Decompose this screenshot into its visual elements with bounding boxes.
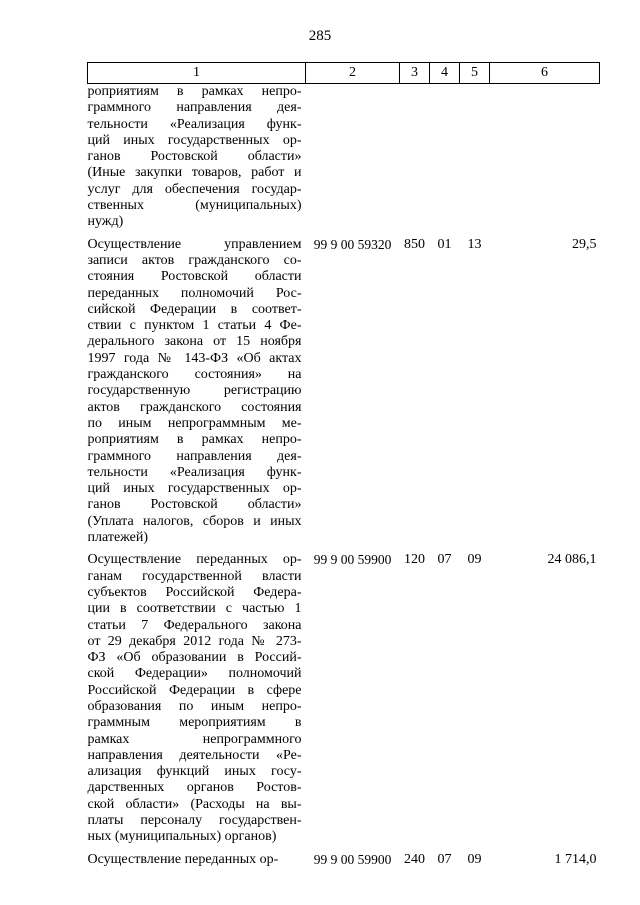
description-line: Осуществление переданных ор-: [87, 851, 279, 867]
description-line: граммным мероприятиям в: [87, 715, 302, 731]
row-expense-type: 120: [404, 552, 425, 568]
table-row: [88, 552, 600, 845]
row-section: [430, 84, 460, 231]
description-line: ской области» (Расходы на вы-: [87, 796, 302, 812]
description-line: платежей): [87, 530, 149, 546]
description-line: ской Федерации» полномочий: [87, 666, 302, 682]
description-line: ализация функций иных госу-: [87, 764, 302, 780]
description-line: переданных полномочий Рос-: [87, 285, 302, 301]
budget-table: [87, 62, 600, 868]
header-row: [88, 63, 600, 84]
description-line: образования по иным непро-: [87, 698, 302, 714]
description-line: (Иные закупки товаров, работ и: [87, 165, 302, 181]
row-description: [88, 237, 306, 547]
table-row: [88, 84, 600, 231]
description-line: статьи 7 Федерального закона: [87, 617, 302, 633]
description-line: роприятиям в рамках непро-: [87, 432, 302, 448]
description-line: дерального закона от 15 ноября: [87, 334, 302, 350]
description-line: ганов Ростовской области»: [87, 149, 302, 165]
header-col-2: 2: [306, 63, 400, 84]
description-line: тельности «Реализация функ-: [87, 464, 302, 480]
description-line: рамках непрограммного: [87, 731, 302, 747]
table-header: [88, 63, 600, 84]
description-line: нужд): [87, 214, 124, 230]
row-description: [88, 552, 306, 845]
description-line: Российской Федерации в сфере: [87, 682, 302, 698]
description-line: 1997 года № 143-ФЗ «Об актах: [87, 350, 302, 366]
row-amount: 1 714,0: [554, 851, 597, 867]
description-line: граммного направления дея-: [87, 448, 302, 464]
description-line: государственную регистрацию: [87, 383, 302, 399]
description-line: сийской Федерации в соответ-: [87, 301, 302, 317]
table-row: [88, 852, 600, 868]
description-line: от 29 декабря 2012 года № 273-: [87, 633, 302, 649]
row-expense-type: [400, 84, 430, 231]
row-target-code: 99 9 00 59900: [313, 851, 392, 867]
description-line: ганам государственной власти: [87, 568, 302, 584]
description-line: записи актов гражданского со-: [87, 252, 302, 268]
description-line: актов гражданского состояния: [87, 399, 302, 415]
row-expense-type: 850: [404, 236, 425, 252]
row-description: [88, 84, 306, 231]
row-amount: [490, 84, 600, 231]
row-section: 01: [437, 236, 452, 252]
description-line: Осуществление управлением: [87, 236, 302, 252]
description-line: ганов Ростовской области»: [87, 497, 302, 513]
header-col-1: 1: [88, 63, 306, 84]
row-description: [88, 852, 306, 868]
row-target-code: [306, 84, 400, 231]
row-amount: 29,5: [572, 236, 597, 252]
description-line: ФЗ «Об образовании в Россий-: [87, 650, 302, 666]
description-line: роприятиям в рамках непро-: [87, 84, 302, 99]
row-subsection: [460, 84, 490, 231]
row-subsection: 13: [467, 236, 482, 252]
description-line: гражданского состояния» на: [87, 367, 302, 383]
description-line: ных (муниципальных) органов): [87, 829, 277, 845]
description-line: субъектов Российской Федера-: [87, 584, 302, 600]
row-section: 07: [437, 851, 452, 867]
description-line: тельности «Реализация функ-: [87, 116, 302, 132]
row-subsection: 09: [467, 851, 482, 867]
table-row: [88, 237, 600, 547]
row-target-code: 99 9 00 59320: [313, 236, 392, 252]
table-body: [88, 84, 600, 868]
description-line: ствии с пунктом 1 статьи 4 Фе-: [87, 318, 302, 334]
header-col-3: 3: [400, 63, 430, 84]
description-line: по иным непрограммным ме-: [87, 415, 302, 431]
row-target-code: 99 9 00 59900: [313, 552, 392, 568]
description-line: ций иных государственных ор-: [87, 481, 302, 497]
description-line: дарственных органов Ростов-: [87, 780, 302, 796]
row-subsection: 09: [467, 552, 482, 568]
page-number: 285: [308, 28, 332, 44]
header-col-4: 4: [430, 63, 460, 84]
description-line: ции в соответствии с частью 1: [87, 601, 302, 617]
description-line: стояния Ростовской области: [87, 269, 302, 285]
description-line: Осуществление переданных ор-: [87, 552, 302, 568]
description-line: ций иных государственных ор-: [87, 132, 302, 148]
description-line: (Уплата налогов, сборов и иных: [87, 513, 302, 529]
header-col-5: 5: [460, 63, 490, 84]
description-line: направления деятельности «Ре-: [87, 747, 302, 763]
header-col-6: 6: [490, 63, 600, 84]
row-expense-type: 240: [404, 851, 425, 867]
description-line: ственных (муниципальных): [87, 198, 302, 214]
row-amount: 24 086,1: [547, 552, 597, 568]
description-line: платы персоналу государствен-: [87, 813, 302, 829]
row-section: 07: [437, 552, 452, 568]
description-line: граммного направления дея-: [87, 100, 302, 116]
description-line: услуг для обеспечения государ-: [87, 181, 302, 197]
